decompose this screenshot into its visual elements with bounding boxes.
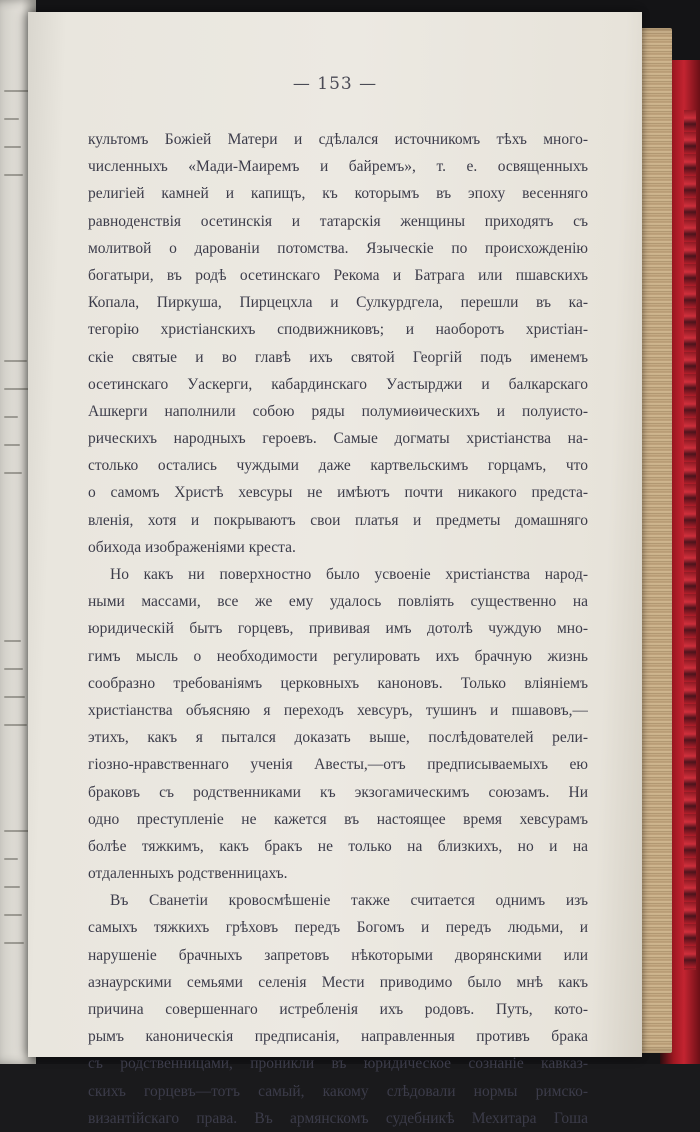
text-line: византійскаго права. Въ армянскомъ судебникѣ Мехитара Гоша — [88, 1109, 588, 1127]
text-line: культомъ Божіей Матери и сдѣлался источникомъ тѣхъ много- — [88, 131, 588, 148]
text-line: столько остались чуждыми даже картвельскимъ горцамъ, что — [88, 457, 588, 475]
text-line: Въ Сванетіи кровосмѣшеніе также считается однимъ изъ — [110, 892, 588, 910]
text-line: юридическій бытъ горцевъ, прививая имъ дотолѣ чуждую мно- — [88, 620, 588, 638]
text-line: обихода изображеніями креста. — [88, 538, 296, 556]
text-line: скихъ горцевъ—тотъ самый, какому слѣдовали нормы римско- — [88, 1082, 588, 1100]
text-line: гіозно-нравственнаго ученія Авесты,—отъ предписываемыхъ ею — [88, 756, 588, 774]
text-line: Но какъ ни поверхностно было усвоеніе христіанства народ- — [110, 566, 588, 583]
text-line: рическихъ народныхъ героевъ. Самые догматы христіанства на- — [88, 430, 588, 448]
text-line: вленія, хотя и покрываютъ свои платья и предметы домашняго — [88, 511, 588, 529]
facing-page-text-fragment — [4, 360, 27, 362]
text-line: богатыри, въ родѣ осетинскаго Рекома и Батрага или пшавскихъ — [88, 266, 588, 284]
text-line: нарушеніе брачныхъ запретовъ нѣкоторыми дворянскими или — [88, 946, 588, 964]
page-number: — 153 — — [292, 74, 378, 94]
facing-page-text-fragment — [4, 668, 23, 670]
facing-page-text-fragment — [4, 416, 18, 418]
text-line: Копала, Пиркуша, Пирцецхла и Сулкурдгела, перешли въ ка- — [88, 294, 588, 312]
text-line: равноденствія осетинскія и татарскія женщины приходятъ съ — [88, 212, 588, 230]
text-line: тегорію христіанскихъ сподвижниковъ; и наоборотъ христіан- — [88, 321, 588, 339]
text-line: этихъ, какъ я пытался доказать выше, послѣдователей рели- — [88, 729, 588, 747]
text-line: рымъ каноническія предписанія, направленныя противъ брака — [88, 1028, 588, 1046]
text-line: отдаленныхъ родственницахъ. — [88, 865, 288, 883]
text-line: одно преступленіе не кажется въ настоящее время хевсурамъ — [88, 810, 588, 828]
text-line: болѣе тяжкимъ, какъ бракъ не только на близкихъ, но и на — [88, 837, 588, 855]
facing-page-text-fragment — [4, 886, 20, 888]
book-page — [28, 12, 642, 1127]
text-line: осетинскаго Уаскерги, кабардинскаго Уастырджи и балкарскаго — [88, 375, 588, 393]
text-line: скіе святые и во главѣ ихъ святой Георгій подъ именемъ — [88, 348, 588, 366]
facing-page-text-fragment — [4, 90, 30, 92]
facing-page-text-fragment — [4, 472, 22, 474]
facing-page-text-fragment — [4, 640, 21, 642]
facing-page-text-fragment — [4, 174, 23, 176]
text-line: браковъ съ родственниками къ экзогамическимъ союзамъ. Ни — [88, 783, 588, 801]
facing-page-text-fragment — [4, 388, 29, 390]
text-line: причина совершеннаго истребленія ихъ родовъ. Путь, кото- — [88, 1001, 588, 1018]
facing-page-text-fragment — [4, 914, 22, 916]
facing-page-text-fragment — [4, 118, 19, 120]
page-body — [88, 126, 588, 1132]
text-line: гимъ мысль о необходимости регулировать ихъ брачную жизнь — [88, 647, 588, 665]
text-line: религіей камней и капищъ, къ которымъ въ эпоху весенняго — [88, 185, 588, 203]
text-line: численныхъ «Мади-Маиремъ и байремъ», т. е. освященныхъ — [88, 158, 588, 176]
text-line: христіанства объясняю я переходъ хевсуръ, тушинъ и пшавовъ,— — [88, 701, 588, 719]
facing-page-text-fragment — [4, 724, 27, 726]
text-line: самыхъ тяжкихъ грѣховъ передъ Богомъ и передъ людьми, и — [88, 919, 588, 937]
facing-page-text-fragment — [4, 942, 24, 944]
text-line: сообразно требованіямъ церковныхъ каноновъ. Только вліяніемъ — [88, 674, 588, 692]
text-line: о самомъ Христѣ хевсуры не имѣютъ почти никакого предста- — [88, 484, 588, 502]
text-line: молитвой о дарованіи потомства. Языческіе по происхожденію — [88, 239, 588, 257]
text-line: съ родственницами, проникли въ юридическое сознаніе кавказ- — [88, 1055, 588, 1073]
facing-page-text-fragment — [4, 830, 29, 832]
facing-page-text-fragment — [4, 696, 25, 698]
text-line: Ашкерги наполнили собою ряды полумиѳическихъ и полуисто- — [88, 402, 588, 420]
facing-page-text-fragment — [4, 444, 20, 446]
text-line: азнаурскими семьями селенія Мести приводимо было мнѣ какъ — [88, 973, 588, 991]
cover-pattern — [684, 110, 696, 970]
facing-page-text-fragment — [4, 858, 18, 860]
text-line: ными массами, все же ему удалось повліять существенно на — [88, 593, 588, 611]
facing-page-text-fragment — [4, 146, 21, 148]
